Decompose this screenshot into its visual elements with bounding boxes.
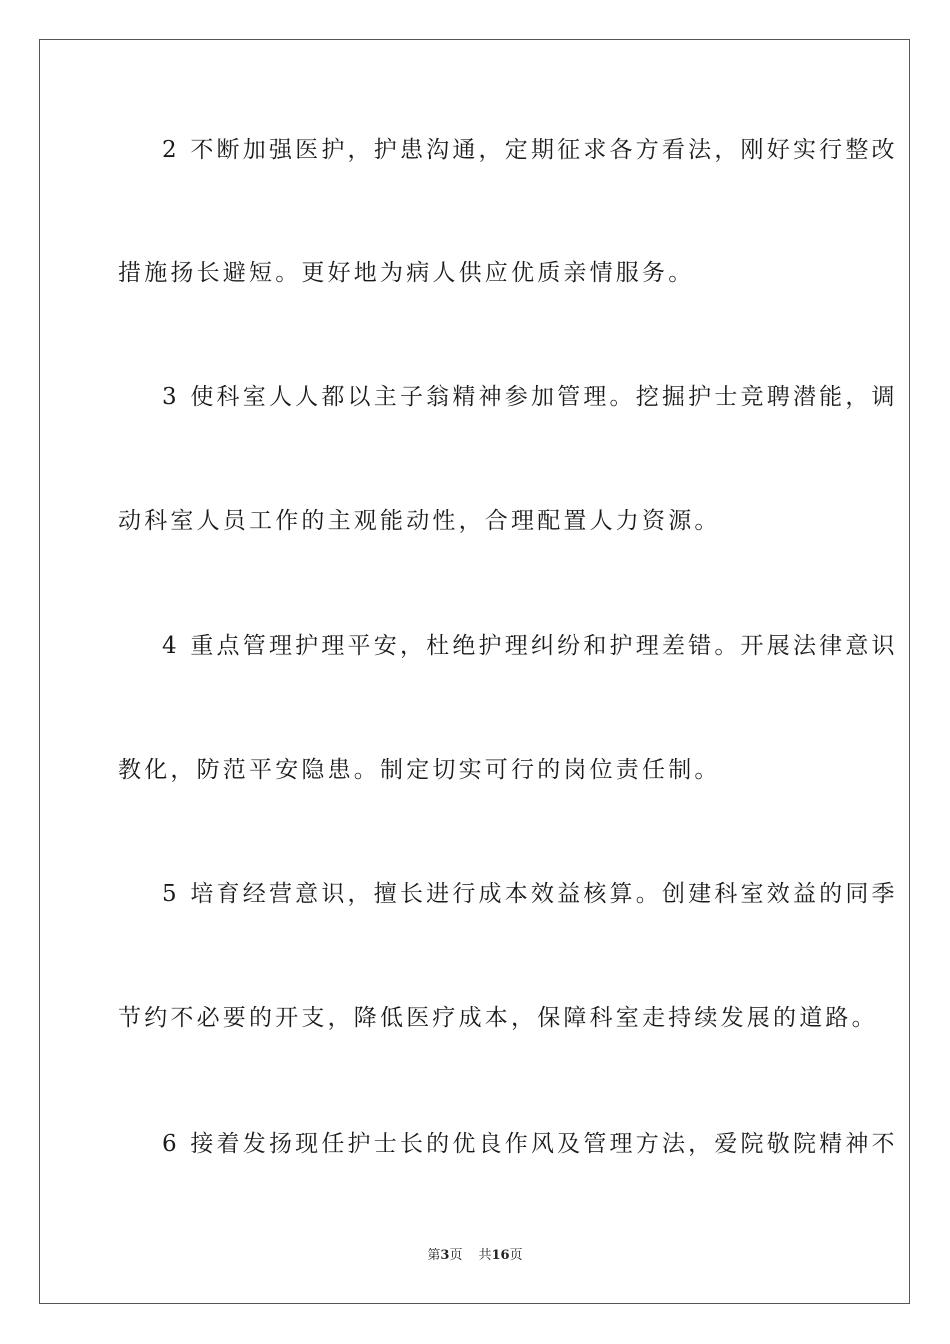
page-number: 3 (440, 1248, 450, 1263)
paragraph-5-line-2: 节约不必要的开支，降低医疗成本，保障科室走持续发展的道路。 (118, 1005, 878, 1031)
paragraph-5-line-1: 5 培育经营意识，擅长进行成本效益核算。创建科室效益的同季 (162, 881, 898, 907)
total-prefix: 共 (478, 1248, 492, 1263)
total-pages: 16 (491, 1248, 510, 1263)
page-prefix: 第 (427, 1248, 441, 1263)
paragraph-4-line-2: 教化，防范平安隐患。制定切实可行的岗位责任制。 (118, 757, 721, 783)
page-border (39, 39, 910, 1304)
page-suffix: 页 (449, 1248, 463, 1263)
paragraph-2-line-2: 措施扬长避短。更好地为病人供应优质亲情服务。 (118, 260, 695, 286)
page-footer (0, 1247, 950, 1265)
paragraph-3-line-2: 动科室人员工作的主观能动性，合理配置人力资源。 (118, 508, 721, 534)
paragraph-6-line-1: 6 接着发扬现任护士长的优良作风及管理方法，爱院敬院精神不 (162, 1131, 898, 1157)
paragraph-2-line-1: 2 不断加强医护，护患沟通，定期征求各方看法，刚好实行整改 (162, 137, 898, 163)
paragraph-4-line-1: 4 重点管理护理平安，杜绝护理纠纷和护理差错。开展法律意识 (162, 633, 898, 659)
paragraph-3-line-1: 3 使科室人人都以主子翁精神参加管理。挖掘护士竞聘潜能，调 (162, 384, 898, 410)
total-suffix: 页 (509, 1248, 523, 1263)
